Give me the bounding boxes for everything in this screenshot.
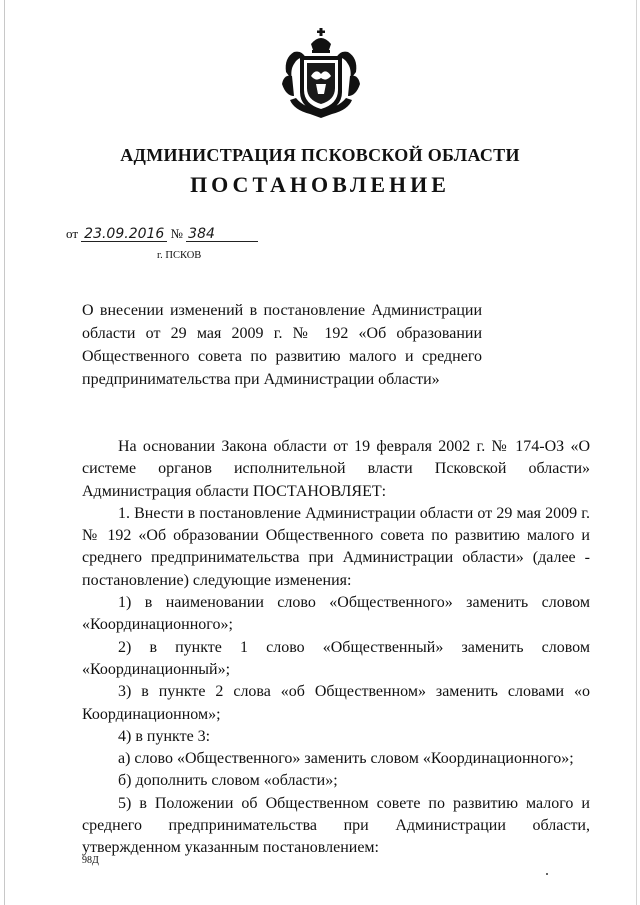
body-paragraph: 1. Внести в постановление Администрации области от 29 мая 2009 г. № 192 «Об образовании Общественного совета по развитию малого и среднего предпринимательства при Администрации области» (далее - постановление) следующие изменения: <box>82 504 590 589</box>
organization-title: АДМИНИСТРАЦИЯ ПСКОВСКОЙ ОБЛАСТИ <box>120 145 520 165</box>
document-type-title: ПОСТАНОВЛЕНИЕ <box>190 172 450 197</box>
handwritten-date: 23.09.2016 <box>81 227 167 242</box>
date-number-line <box>66 226 258 242</box>
body-paragraph: На основании Закона области от 19 февраля 2002 г. № 174-ОЗ «О системе органов исполнительной власти Псковской области» Администрация области ПОСТАНОВЛЯЕТ: <box>82 438 590 500</box>
scan-edge-right <box>636 0 637 905</box>
body-paragraph: б) дополнить словом «области»; <box>118 772 338 790</box>
subject-text: О внесении изменений в постановление Администрации области от 29 мая 2009 г. № 192 «Об образовании Общественного совета по развитию малого и среднего предпринимательства при Администрации области» <box>82 302 482 388</box>
number-label: № <box>170 226 183 241</box>
body-paragraph: 3) в пункте 2 слова «об Общественном» заменить словами «о Координационном»; <box>82 683 590 723</box>
body-paragraph: 1) в наименовании слово «Общественного» заменить словом «Координационного»; <box>82 594 590 634</box>
body-paragraph: а) слово «Общественного» заменить словом «Координационного»; <box>118 750 574 768</box>
scan-speck <box>546 873 548 875</box>
body-paragraph: 2) в пункте 1 слово «Общественный» заменить словом «Координационный»; <box>82 638 590 678</box>
scan-edge-left <box>4 0 5 905</box>
body-paragraph: 4) в пункте 3: <box>118 727 211 745</box>
city-label: г. ПСКОВ <box>157 250 202 261</box>
coat-of-arms-icon <box>280 24 362 122</box>
footer-code: 98Д <box>82 855 99 866</box>
document-subject <box>82 299 482 391</box>
document-body <box>82 436 590 860</box>
date-prefix: от <box>66 226 79 241</box>
handwritten-number: 384 <box>186 227 258 242</box>
body-paragraph: 5) в Положении об Общественном совете по развитию малого и среднего предпринимательства при Администрации области, утвержденном указанным постановлением: <box>82 794 590 857</box>
